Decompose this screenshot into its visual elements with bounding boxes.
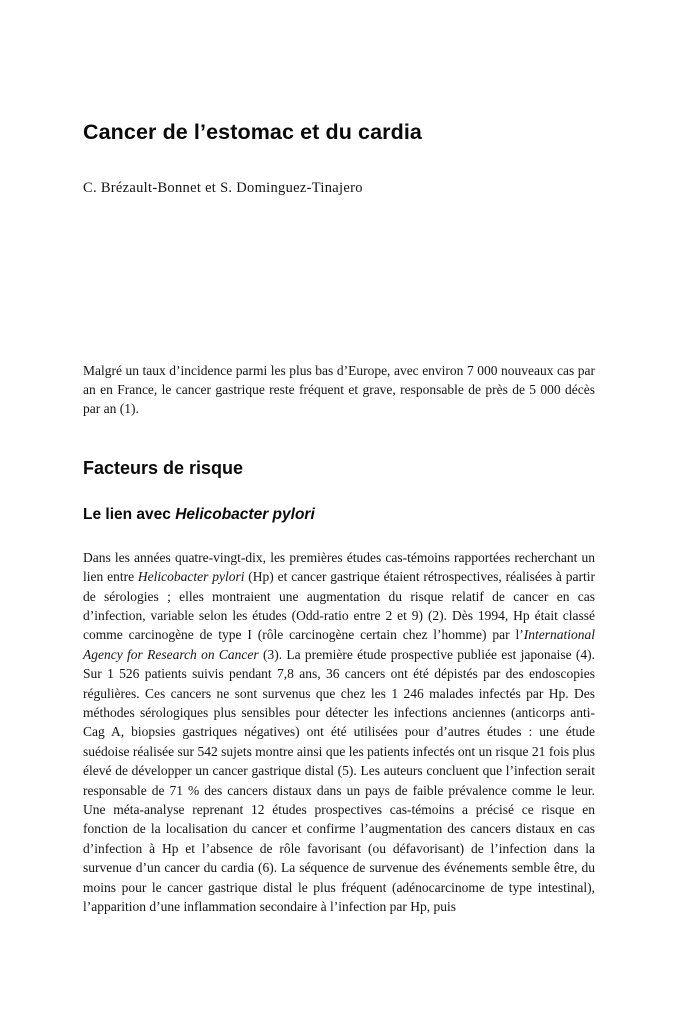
authors-line: C. Brézault-Bonnet et S. Dominguez-Tinajero (83, 179, 363, 196)
chapter-title: Cancer de l’estomac et du cardia (83, 120, 422, 144)
intro-paragraph: Malgré un taux d’incidence parmi les plus bas d’Europe, avec environ 7 000 nouveaux cas par an en France, le cancer gastrique reste fréquent et grave, responsable de près de 5 000 décès par an (1). (83, 362, 595, 417)
subsection-heading-helicobacter-pylori: Le lien avec Helicobacter pylori (83, 505, 315, 523)
section-heading-facteurs-de-risque: Facteurs de risque (83, 457, 244, 478)
body-paragraph: Dans les années quatre-vingt-dix, les premières études cas-témoins rapportées recherchant un lien entre Helicobacter pylori (Hp) et cancer gastrique étaient rétrospectives, réalisées à partir de sérologies ; elles montraient une augmentation du risque relatif de cancer en cas d’infection, variable selon les études (Odd-ratio entre 2 et 9) (2). Dès 1994, Hp était classé comme carcinogène de type I (rôle carcinogène certain chez l’homme) par l’International Agency for Research on Cancer (3). La première étude prospective publiée est japonaise (4). Sur 1 526 patients suivis pendant 7,8 ans, 36 cancers ont été dépistés par des endoscopies régulières. Ces cancers ne sont survenus que chez les 1 246 malades infectés par Hp. Des méthodes sérologiques plus sensibles pour détecter les infections anciennes (anticorps anti-Cag A, biopsies gastriques négatives) ont été utilisées pour d’autres études : une étude suédoise réalisée sur 542 sujets montre ainsi que les patients infectés ont un risque 21 fois plus élevé de développer un cancer gastrique distal (5). Les auteurs concluent que l’infection serait responsable de 71 % des cancers distaux dans un pays de faible prévalence comme le leur. Une méta-analyse reprenant 12 études prospectives cas-témoins a précisé ce risque en fonction de la localisation du cancer et confirme l’augmentation des cancers distaux en cas d’infection à Hp et l’absence de rôle favorisant (ou défavorisant) de l’infection dans la survenue d’un cancer du cardia (6). La séquence de survenue des événements semble être, du moins pour le cancer gastrique distal le plus fréquent (adénocarcinome de type intestinal), l’apparition d’une inflammation secondaire à l’infection par Hp, puis (83, 549, 595, 915)
